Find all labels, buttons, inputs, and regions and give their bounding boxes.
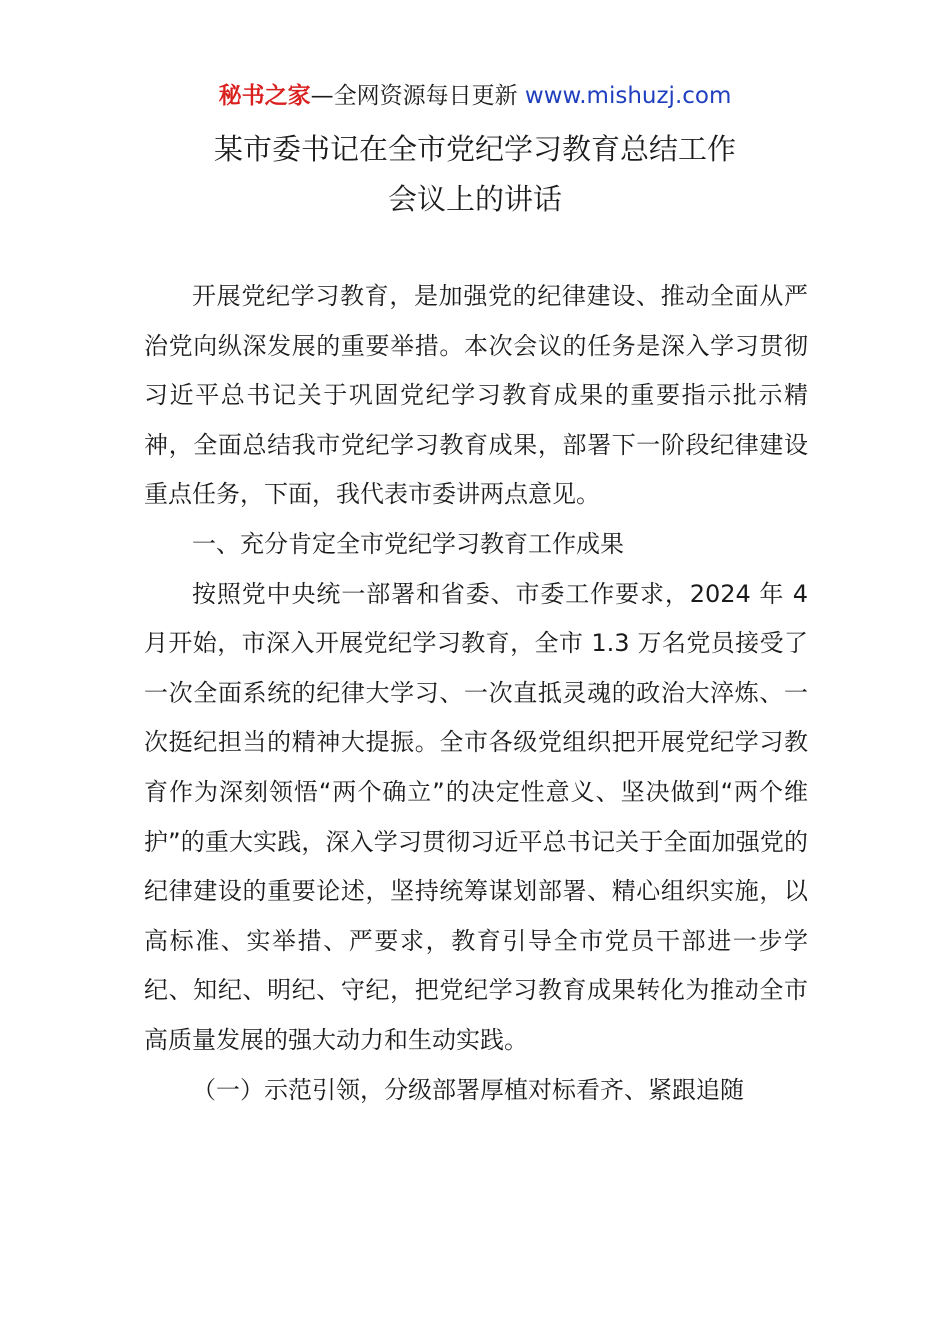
document-body (144, 272, 808, 1115)
subsection-heading-1: （一）示范引领，分级部署厚植对标看齐、紧跟追随 (192, 1075, 744, 1104)
site-brand: 秘书之家 (218, 83, 311, 109)
site-tagline: —全网资源每日更新 (310, 83, 525, 109)
document-title (0, 124, 950, 224)
site-url-link[interactable]: www.mishuzj.com (524, 83, 732, 109)
paragraph-intro: 开展党纪学习教育，是加强党的纪律建设、推动全面从严治党向纵深发展的重要举措。本次会议的任务是深入学习贯彻习近平总书记关于巩固党纪学习教育成果的重要指示批示精神，全面总结我市党纪学习教育成果，部署下一阶段纪律建设重点任务，下面，我代表市委讲两点意见。 (144, 282, 808, 509)
title-line-1: 某市委书记在全市党纪学习教育总结工作 (213, 132, 736, 166)
paragraph-achievements: 按照党中央统一部署和省委、市委工作要求，2024 年 4 月开始，市深入开展党纪学习教育，全市 1.3 万名党员接受了一次全面系统的纪律大学习、一次直抵灵魂的政治大淬炼、一次挺纪担当的精神大提振。全市各级党组织把开展党纪学习教育作为深刻领悟“两个确立”的决定性意义、坚决做到“两个维护”的重大实践，深入学习贯彻习近平总书记关于全面加强党的纪律建设的重要论述，坚持统筹谋划部署、精心组织实施，以高标准、实举措、严要求，教育引导全市党员干部进一步学纪、知纪、明纪、守纪，把党纪学习教育成果转化为推动全市高质量发展的强大动力和生动实践。 (144, 579, 808, 1054)
section-heading-1: 一、充分肯定全市党纪学习教育工作成果 (192, 529, 624, 558)
site-header (0, 80, 950, 112)
title-line-2: 会议上的讲话 (387, 182, 562, 216)
